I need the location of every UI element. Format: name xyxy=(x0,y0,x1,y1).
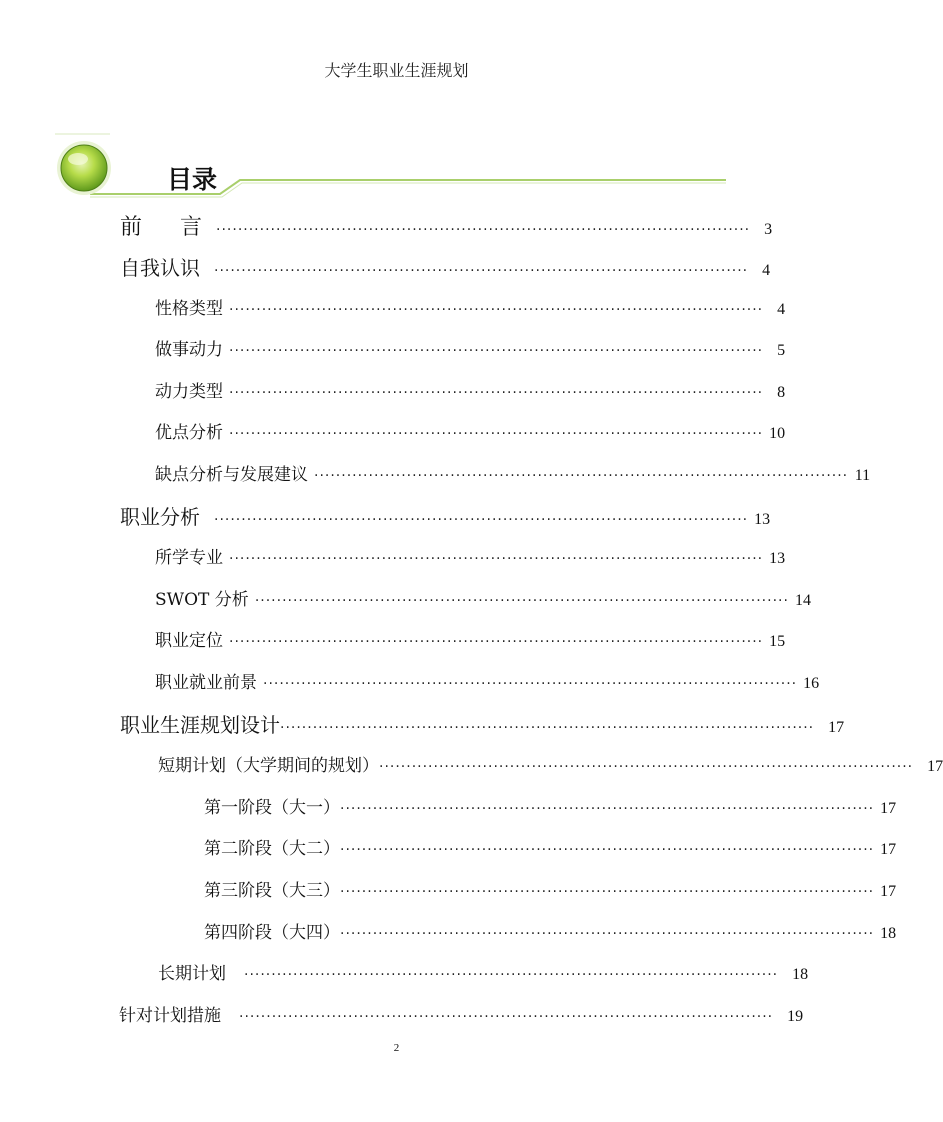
toc-entry[interactable] xyxy=(155,585,811,610)
toc-leader: ·································································································· xyxy=(229,426,764,442)
toc-entry-page: 5 xyxy=(777,342,786,359)
toc-leader: ·································································································· xyxy=(216,222,751,238)
green-globe-icon xyxy=(57,141,111,195)
toc-entry-label: 短期计划（大学期间的规划） xyxy=(158,756,379,776)
toc-entry-page: 17 xyxy=(927,758,943,775)
toc-entry-label: 动力类型 xyxy=(155,382,223,402)
toc-entry[interactable] xyxy=(155,668,820,693)
toc-leader: ·································································································· xyxy=(254,593,789,609)
toc-leader: ·································································································· xyxy=(214,512,749,528)
toc-leader: ·································································································· xyxy=(379,759,914,775)
toc-entry-page: 18 xyxy=(792,966,809,983)
toc-entry[interactable] xyxy=(155,543,786,568)
toc-entry-page: 15 xyxy=(769,633,786,650)
toc-entry-label: 做事动力 xyxy=(155,340,223,360)
toc-leader: ·································································································· xyxy=(244,967,779,983)
page-number: 2 xyxy=(393,1042,400,1054)
toc-entry-page: 17 xyxy=(880,883,897,900)
toc-leader: ·································································································· xyxy=(340,801,875,817)
toc-leader: ·································································································· xyxy=(314,468,849,484)
toc-entry[interactable] xyxy=(155,294,786,319)
toc-entry[interactable] xyxy=(204,793,897,818)
running-header: 大学生职业生涯规划 xyxy=(324,61,469,80)
toc-entry-page: 13 xyxy=(769,550,786,567)
toc-entry-label: 性格类型 xyxy=(155,299,223,319)
toc-entry-page: 17 xyxy=(880,841,897,858)
toc-leader: ·································································································· xyxy=(340,842,875,858)
toc-entry-label: 所学专业 xyxy=(155,548,223,568)
toc-entry-page: 13 xyxy=(754,511,771,528)
toc-entry[interactable] xyxy=(120,709,845,738)
toc-entry-page: 4 xyxy=(762,262,771,279)
toc-entry[interactable] xyxy=(158,751,943,776)
toc-entry-page: 8 xyxy=(777,384,786,401)
toc-entry[interactable] xyxy=(204,876,897,901)
toc-entry-label: 职业生涯规划设计 xyxy=(120,713,280,737)
toc-title: 目录 xyxy=(167,165,218,194)
toc-leader: ·································································································· xyxy=(229,343,764,359)
toc-entry-page: 17 xyxy=(880,800,897,817)
toc-entry-label: 职业定位 xyxy=(155,631,223,651)
toc-banner xyxy=(0,130,793,210)
toc-entry[interactable] xyxy=(120,252,771,281)
toc-entry[interactable] xyxy=(158,959,809,984)
toc-entry-label: 自我认识 xyxy=(120,256,200,280)
toc-entry-page: 17 xyxy=(828,719,845,736)
toc-entry-page: 10 xyxy=(769,425,786,442)
toc-entry-page: 14 xyxy=(794,592,811,609)
toc-leader: ·································································································· xyxy=(229,551,764,567)
toc-entry-label: 优点分析 xyxy=(155,423,223,443)
toc-leader: ·································································································· xyxy=(263,676,798,692)
toc-leader: ·································································································· xyxy=(340,926,875,942)
toc-leader: ·································································································· xyxy=(229,634,764,650)
toc-entry[interactable] xyxy=(119,1001,804,1026)
toc-entry[interactable] xyxy=(155,377,786,402)
toc-entry[interactable] xyxy=(155,460,871,485)
toc-leader: ·································································································· xyxy=(229,302,764,318)
toc-entry-page: 4 xyxy=(777,301,786,318)
toc-entry[interactable] xyxy=(155,418,786,443)
toc-entry[interactable] xyxy=(120,210,773,241)
toc-leader: ·································································································· xyxy=(340,884,875,900)
toc-entry[interactable] xyxy=(120,501,771,530)
toc-entry-label: 第三阶段（大三） xyxy=(204,881,340,901)
toc-entry-page: 11 xyxy=(854,467,871,484)
toc-entry-label: 职业分析 xyxy=(120,505,200,529)
toc-entry[interactable] xyxy=(155,335,786,360)
toc-entry-label: 第二阶段（大二） xyxy=(204,839,340,859)
toc-entry[interactable] xyxy=(155,626,786,651)
toc-entry-label: SWOT 分析 xyxy=(155,590,249,610)
toc-entry-label: 前 言 xyxy=(120,215,211,240)
toc-entry-label: 长期计划 xyxy=(158,964,226,984)
toc-entry-page: 16 xyxy=(803,675,820,692)
toc-entry[interactable] xyxy=(204,834,897,859)
toc-leader: ·································································································· xyxy=(229,385,764,401)
toc-leader: ·································································································· xyxy=(239,1009,774,1025)
toc-entry-label: 缺点分析与发展建议 xyxy=(155,465,308,485)
toc-leader: ·································································································· xyxy=(214,263,749,279)
toc-entry-page: 18 xyxy=(880,925,897,942)
toc-leader: ·································································································· xyxy=(280,720,815,736)
toc-entry-label: 第一阶段（大一） xyxy=(204,798,340,818)
toc-entry-page: 3 xyxy=(764,221,773,238)
toc-entry[interactable] xyxy=(204,918,897,943)
toc-entry-label: 职业就业前景 xyxy=(155,673,257,693)
toc-entry-label: 第四阶段（大四） xyxy=(204,923,340,943)
toc-entry-page: 19 xyxy=(787,1008,804,1025)
toc-entry-label: 针对计划措施 xyxy=(119,1006,221,1026)
